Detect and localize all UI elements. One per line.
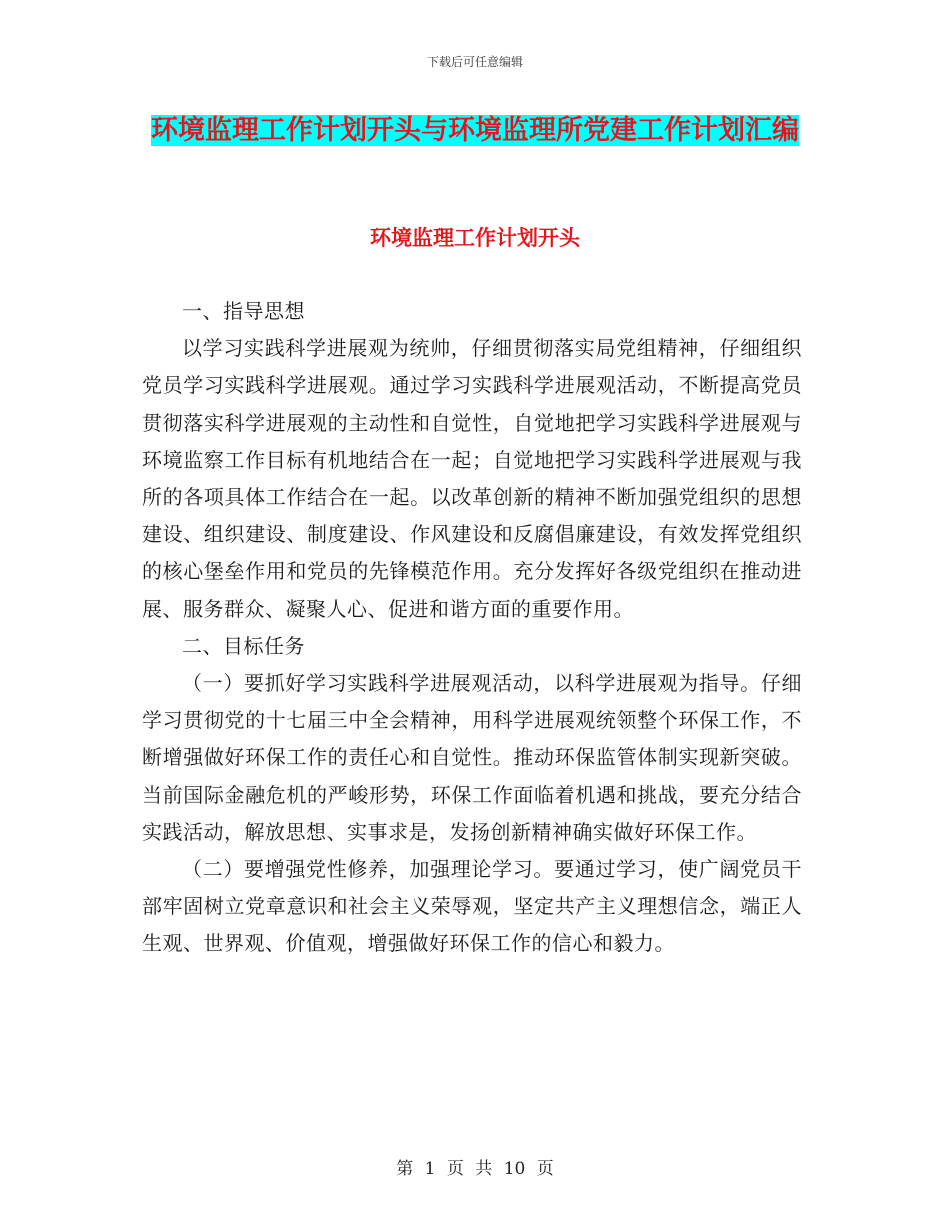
header-note: 下载后可任意编辑 [426, 55, 523, 69]
document-title [140, 110, 810, 152]
section-title: 环境监理工作计划开头 [370, 225, 580, 250]
document-title-text: 环境监理工作计划开头与环境监理所党建工作计划汇编 [151, 115, 799, 146]
paragraph: 以学习实践科学进展观为统帅，仔细贯彻落实局党组精神，仔细组织党员学习实践科学进展观。通过学习实践科学进展观活动，不断提高党员贯彻落实科学进展观的主动性和自觉性，自觉地把学习实践科学进展观与环境监察工作目标有机地结合在一起；自觉地把学习实践科学进展观与我所的各项具体工作结合在一起。以改革创新的精神不断加强党组织的思想建设、组织建设、制度建设、作风建设和反腐倡廉建设，有效发挥党组织的核心堡垒作用和党员的先锋模范作用。充分发挥好各级党组织在推动进展、服务群众、凝聚人心、促进和谐方面的重要作用。 [142, 336, 802, 621]
heading-guiding-ideology: 一、指导思想 [182, 299, 305, 323]
paragraph: （一）要抓好学习实践科学进展观活动，以科学进展观为指导。仔细学习贯彻党的十七届三中全会精神，用科学进展观统领整个环保工作，不断增强做好环保工作的责任心和自觉性。推动环保监管体制实现新突破。当前国际金融危机的严峻形势，环保工作面临着机遇和挑战，要充分结合实践活动，解放思想、实事求是，发扬创新精神确实做好环保工作。 [142, 671, 802, 844]
heading-objectives: 二、目标任务 [182, 633, 305, 658]
page-footer: 第 1 页 共 10 页 [396, 1159, 554, 1179]
document-body [142, 293, 802, 963]
paragraph: （二）要增强党性修养，加强理论学习。要通过学习，使广阔党员干部牢固树立党章意识和社会主义荣辱观，坚定共产主义理想信念，端正人生观、世界观、价值观，增强做好环保工作的信心和毅力。 [142, 857, 802, 956]
